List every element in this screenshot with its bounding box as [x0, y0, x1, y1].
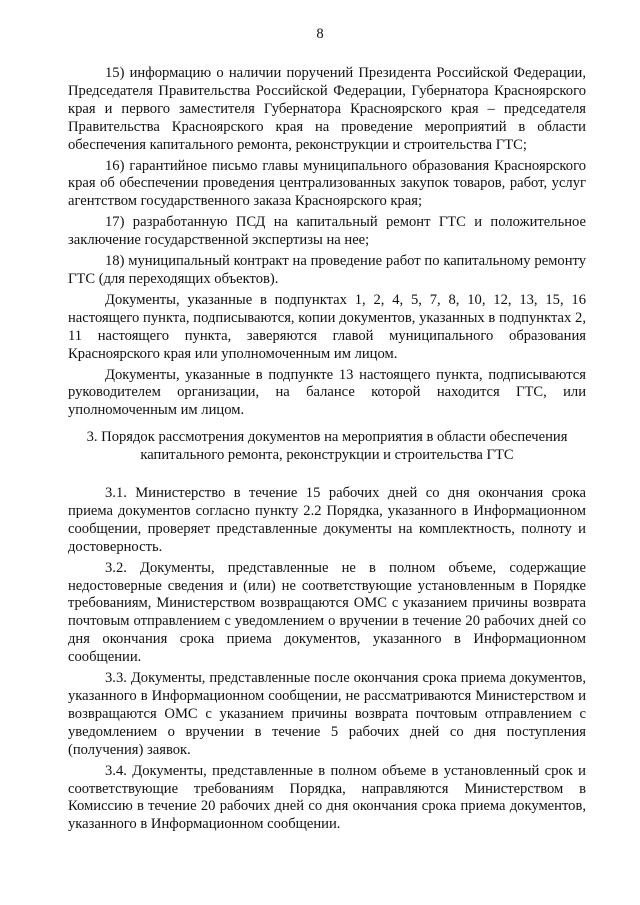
- list-items: [68, 65, 586, 420]
- section-body: [68, 485, 586, 834]
- paragraph: 3.3. Документы, представленные после окончания срока приема документов, указанного в Информационном сообщении, не рассматриваются Министерством и возвращаются ОМС с указанием причины возврата почтовым отправлением с уведомлением о вручении в течение 5 рабочих дней со дня поступления (получения) заявок.: [68, 670, 586, 758]
- paragraph: 3.2. Документы, представленные не в полном объеме, содержащие недостоверные сведения и (или) не соответствующие установленным в Порядке требованиям, Министерством возвращаются ОМС с указанием причины возврата почтовым отправлением с уведомлением о вручении в течение 20 рабочих дней со дня окончания срока приема документов, указанного в Информационном сообщении.: [68, 559, 586, 666]
- paragraph: Документы, указанные в подпункте 13 настоящего пункта, подписываются руководителем организации, на балансе которой находится ГТС, или уполномоченным им лицом.: [68, 366, 586, 419]
- list-item: 17) разработанную ПСД на капитальный ремонт ГТС и положительное заключение государственной экспертизы на нее;: [68, 214, 586, 249]
- paragraph: 3.1. Министерство в течение 15 рабочих дней со дня окончания срока приема документов согласно пункту 2.2 Порядка, указанного в Информационном сообщении, проверяет представленные документы на комплектность, полноту и достоверность.: [68, 485, 586, 555]
- list-item: 16) гарантийное письмо главы муниципального образования Красноярского края об обеспечении проведения централизованных закупок товаров, работ, услуг агентством государственного заказа Красноярского края;: [68, 157, 586, 210]
- section-heading: 3. Порядок рассмотрения документов на мероприятия в области обеспечения капитального ремонта, реконструкции и строительства ГТС: [86, 429, 568, 463]
- section-heading-block: [68, 429, 586, 465]
- paragraph: 3.4. Документы, представленные в полном объеме в установленный срок и соответствующие требованиям Порядка, направляются Министерством в Комиссию в течение 20 рабочих дней со дня окончания срока приема документов, указанного в Информационном сообщении.: [68, 762, 586, 833]
- list-item: 15) информацию о наличии поручений Президента Российской Федерации, Председателя Правительства Российской Федерации, Губернатора Красноярского края и первого заместителя Губернатора Красноярского края – председателя Правительства Красноярского края на проведение мероприятий в области обеспечения капитального ремонта, реконструкции и строительства ГТС;: [68, 65, 586, 153]
- list-item: 18) муниципальный контракт на проведение работ по капитальному ремонту ГТС (для переходящих объектов).: [68, 253, 586, 287]
- paragraph: Документы, указанные в подпунктах 1, 2, 4, 5, 7, 8, 10, 12, 13, 15, 16 настоящего пункта, подписываются, копии документов, указанных в подпунктах 2, 11 настоящего пункта, заверяются главой муниципального образования Красноярского края или уполномоченным им лицом.: [68, 291, 586, 362]
- page-number: 8: [316, 26, 324, 42]
